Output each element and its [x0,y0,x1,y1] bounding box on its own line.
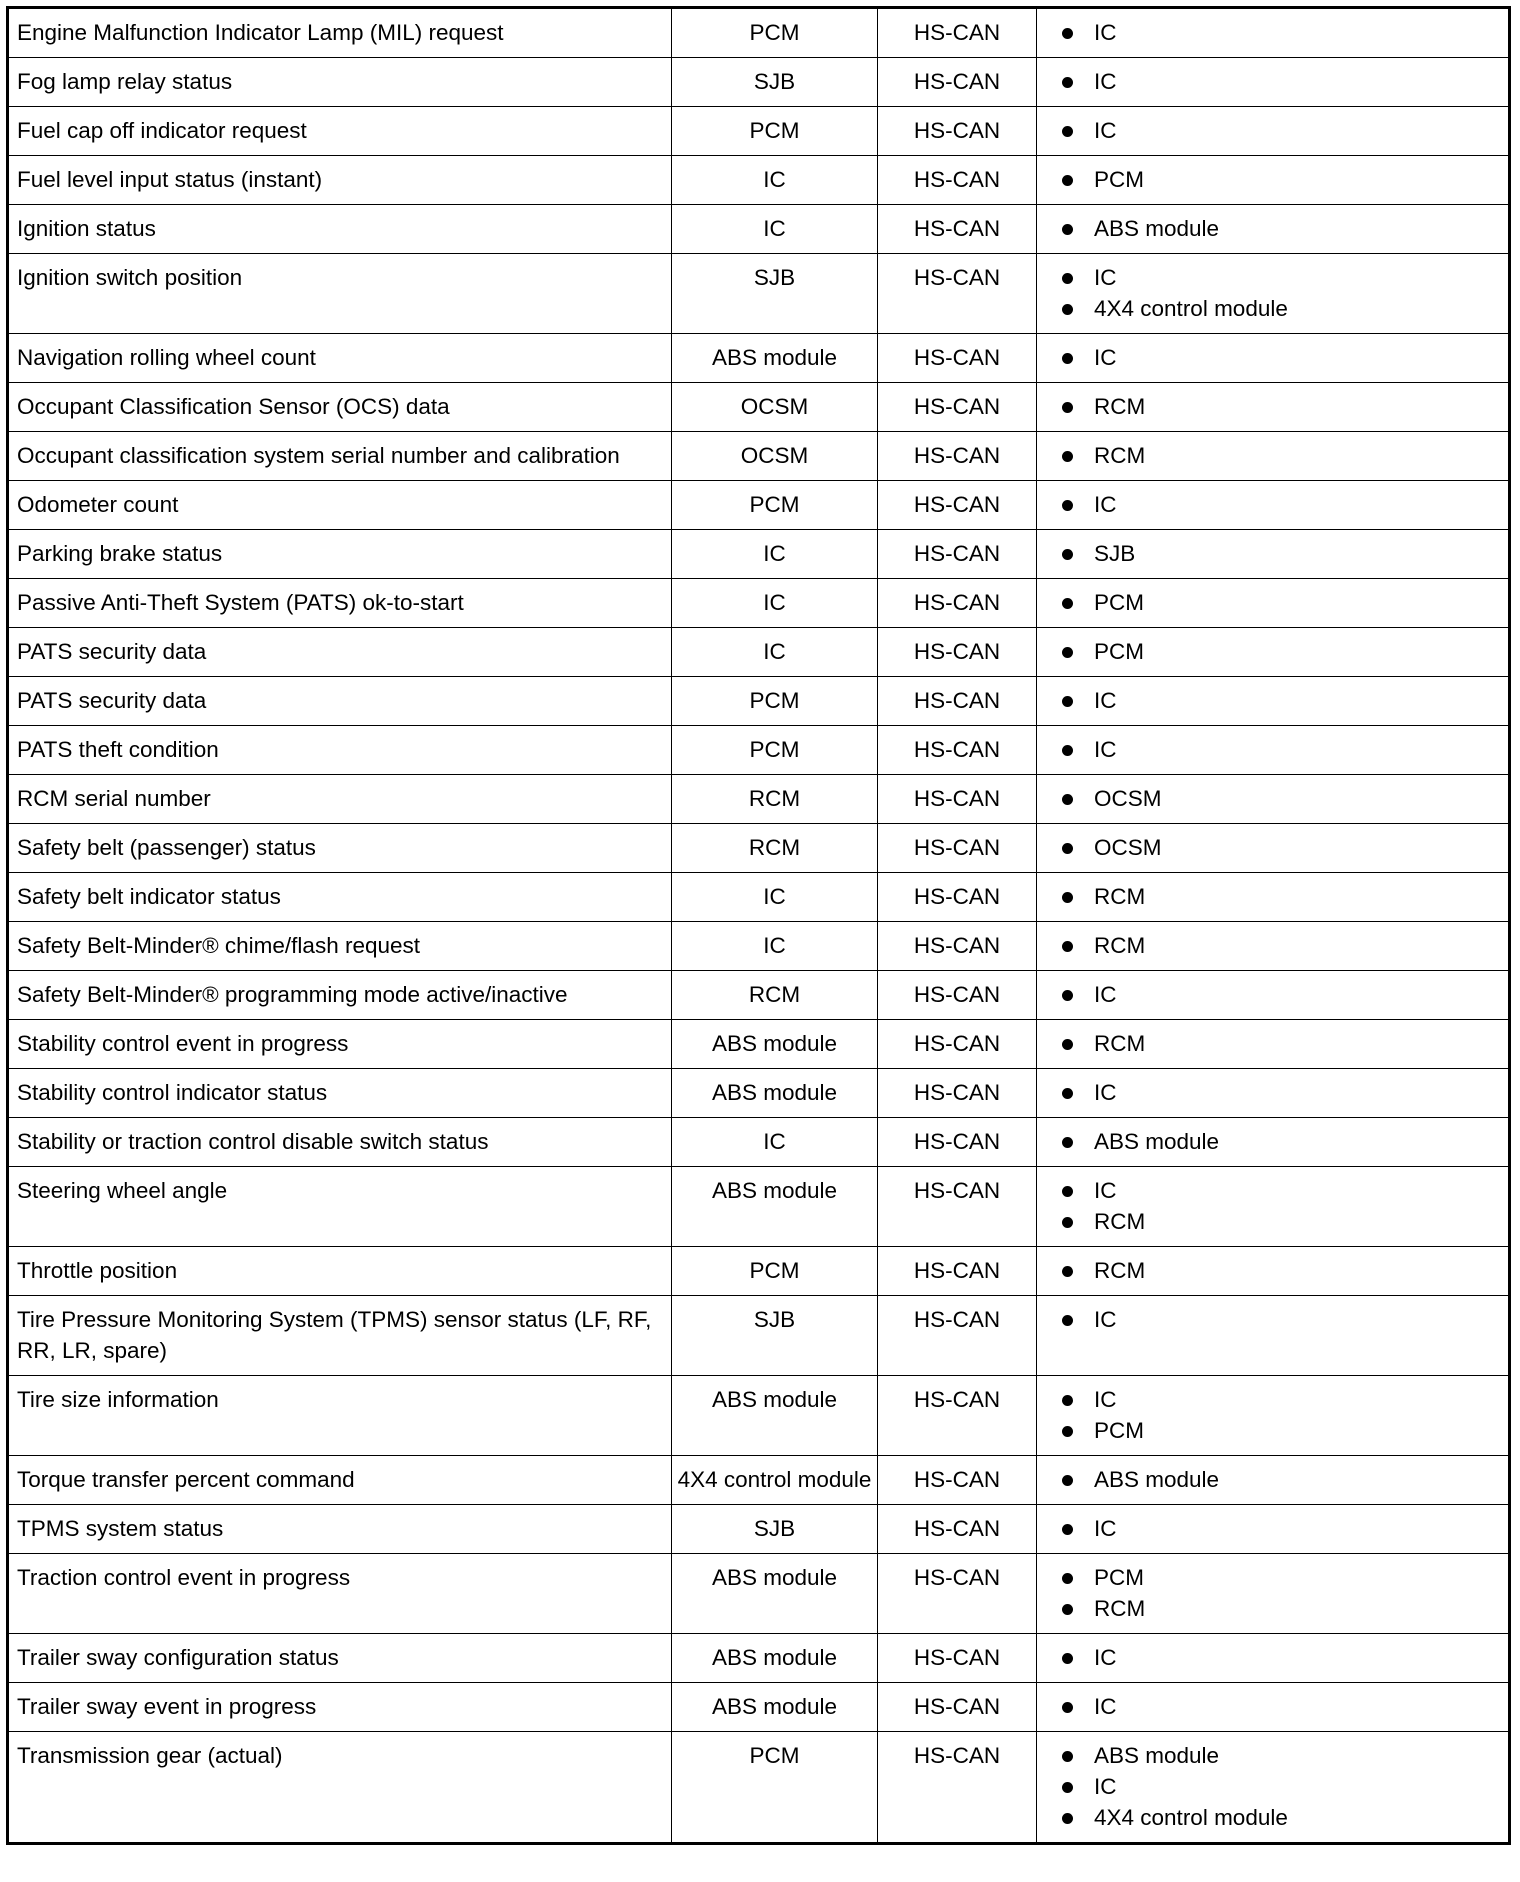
bullet-icon [1062,1266,1073,1277]
source-module-cell: ABS module [672,1376,878,1456]
bullet-icon [1062,1751,1073,1762]
table-row [8,579,1510,628]
table-row [8,971,1510,1020]
bullet-icon [1062,843,1073,854]
receiver-label: PCM [1094,167,1144,192]
receiver-label: IC [1094,982,1117,1007]
signal-cell: Passive Anti-Theft System (PATS) ok-to-start [8,579,672,628]
signal-cell: Stability or traction control disable switch status [8,1118,672,1167]
source-module-cell: SJB [672,254,878,334]
source-module-cell: PCM [672,1247,878,1296]
receiver-item [1037,1562,1500,1593]
receiver-label: IC [1094,1516,1117,1541]
table-row [8,1020,1510,1069]
receiver-label: RCM [1094,443,1146,468]
source-module-cell: IC [672,579,878,628]
receiver-label: PCM [1094,639,1144,664]
receiver-item [1037,538,1500,569]
table-row [8,1732,1510,1844]
receiver-label: OCSM [1094,786,1162,811]
source-module-cell: ABS module [672,1167,878,1247]
receiving-modules-cell [1037,824,1510,873]
source-module-cell: PCM [672,1732,878,1844]
receiver-item [1037,1175,1500,1206]
table-row [8,824,1510,873]
network-cell: HS-CAN [878,1167,1037,1247]
receiver-item [1037,1802,1500,1833]
receiver-item [1037,391,1500,422]
receiver-item [1037,1077,1500,1108]
receiver-label: RCM [1094,1258,1146,1283]
bullet-icon [1062,1813,1073,1824]
bullet-icon [1062,402,1073,413]
bullet-icon [1062,794,1073,805]
receiver-item [1037,636,1500,667]
signal-cell: Engine Malfunction Indicator Lamp (MIL) request [8,8,672,58]
signal-cell: Tire Pressure Monitoring System (TPMS) sensor status (LF, RF, RR, LR, spare) [8,1296,672,1376]
source-module-cell: RCM [672,824,878,873]
receiver-label: PCM [1094,590,1144,615]
receiving-modules-cell [1037,1732,1510,1844]
receiver-item [1037,930,1500,961]
bullet-icon [1062,1315,1073,1326]
signal-cell: Trailer sway event in progress [8,1683,672,1732]
table-row [8,58,1510,107]
receiver-label: RCM [1094,1209,1146,1234]
source-module-cell: PCM [672,481,878,530]
bullet-icon [1062,745,1073,756]
bullet-icon [1062,549,1073,560]
receiver-item [1037,262,1500,293]
receiving-modules-cell [1037,579,1510,628]
source-module-cell: SJB [672,58,878,107]
receiving-modules-cell [1037,383,1510,432]
receiver-item [1037,1740,1500,1771]
signal-cell: Trailer sway configuration status [8,1634,672,1683]
network-cell: HS-CAN [878,677,1037,726]
network-message-table [6,6,1511,1845]
network-cell: HS-CAN [878,156,1037,205]
network-cell: HS-CAN [878,1118,1037,1167]
network-cell: HS-CAN [878,8,1037,58]
signal-cell: Stability control event in progress [8,1020,672,1069]
table-row [8,432,1510,481]
network-cell: HS-CAN [878,530,1037,579]
bullet-icon [1062,1217,1073,1228]
table-row [8,254,1510,334]
table-row [8,1376,1510,1456]
bullet-icon [1062,1653,1073,1664]
signal-cell: Odometer count [8,481,672,530]
bullet-icon [1062,647,1073,658]
network-cell: HS-CAN [878,1634,1037,1683]
receiving-modules-cell [1037,628,1510,677]
signal-cell: Steering wheel angle [8,1167,672,1247]
source-module-cell: ABS module [672,1554,878,1634]
bullet-icon [1062,1475,1073,1486]
signal-cell: Occupant classification system serial number and calibration [8,432,672,481]
receiver-label: IC [1094,737,1117,762]
signal-cell: Ignition switch position [8,254,672,334]
receiving-modules-cell [1037,8,1510,58]
receiving-modules-cell [1037,1456,1510,1505]
source-module-cell: IC [672,873,878,922]
table-row [8,1069,1510,1118]
bullet-icon [1062,1573,1073,1584]
source-module-cell: RCM [672,971,878,1020]
receiver-label: RCM [1094,394,1146,419]
bullet-icon [1062,175,1073,186]
table-row [8,1634,1510,1683]
receiving-modules-cell [1037,1118,1510,1167]
source-module-cell: ABS module [672,1069,878,1118]
network-cell: HS-CAN [878,107,1037,156]
bullet-icon [1062,500,1073,511]
bullet-icon [1062,1604,1073,1615]
bullet-icon [1062,77,1073,88]
network-cell: HS-CAN [878,1732,1037,1844]
network-cell: HS-CAN [878,383,1037,432]
table-row [8,205,1510,254]
receiver-item [1037,832,1500,863]
network-cell: HS-CAN [878,971,1037,1020]
table-row [8,775,1510,824]
receiver-item [1037,1415,1500,1446]
receiving-modules-cell [1037,1069,1510,1118]
signal-cell: Torque transfer percent command [8,1456,672,1505]
table-row [8,1554,1510,1634]
network-cell: HS-CAN [878,873,1037,922]
signal-cell: TPMS system status [8,1505,672,1554]
receiving-modules-cell [1037,58,1510,107]
bullet-icon [1062,598,1073,609]
network-cell: HS-CAN [878,1505,1037,1554]
receiving-modules-cell [1037,530,1510,579]
table-row [8,1167,1510,1247]
receiving-modules-cell [1037,1247,1510,1296]
signal-cell: Safety Belt-Minder® programming mode active/inactive [8,971,672,1020]
receiver-item [1037,440,1500,471]
network-cell: HS-CAN [878,481,1037,530]
receiver-item [1037,685,1500,716]
table-row [8,8,1510,58]
network-cell: HS-CAN [878,254,1037,334]
table-row [8,873,1510,922]
source-module-cell: RCM [672,775,878,824]
receiver-item [1037,1464,1500,1495]
bullet-icon [1062,941,1073,952]
table-row [8,1505,1510,1554]
receiver-item [1037,489,1500,520]
receiver-label: 4X4 control module [1094,296,1288,321]
receiving-modules-cell [1037,873,1510,922]
bullet-icon [1062,1426,1073,1437]
receiver-label: RCM [1094,1031,1146,1056]
source-module-cell: ABS module [672,1020,878,1069]
receiver-item [1037,1206,1500,1237]
signal-cell: Fog lamp relay status [8,58,672,107]
receiver-item [1037,1771,1500,1802]
signal-cell: Throttle position [8,1247,672,1296]
table-row [8,481,1510,530]
receiver-item [1037,1642,1500,1673]
receiver-label: IC [1094,1774,1117,1799]
receiver-label: ABS module [1094,1467,1220,1492]
receiver-label: IC [1094,1080,1117,1105]
source-module-cell: PCM [672,726,878,775]
receiver-label: IC [1094,492,1117,517]
source-module-cell: IC [672,1118,878,1167]
receiver-label: IC [1094,1387,1117,1412]
receiving-modules-cell [1037,1376,1510,1456]
signal-cell: PATS security data [8,628,672,677]
receiver-item [1037,1304,1500,1335]
bullet-icon [1062,224,1073,235]
source-module-cell: PCM [672,8,878,58]
table-row [8,1456,1510,1505]
receiver-item [1037,66,1500,97]
network-cell: HS-CAN [878,1296,1037,1376]
bullet-icon [1062,451,1073,462]
bullet-icon [1062,1039,1073,1050]
network-cell: HS-CAN [878,1376,1037,1456]
receiving-modules-cell [1037,254,1510,334]
signal-cell: PATS security data [8,677,672,726]
receiving-modules-cell [1037,1505,1510,1554]
bullet-icon [1062,304,1073,315]
signal-cell: Ignition status [8,205,672,254]
bullet-icon [1062,892,1073,903]
network-cell: HS-CAN [878,726,1037,775]
signal-cell: Navigation rolling wheel count [8,334,672,383]
network-cell: HS-CAN [878,1683,1037,1732]
receiver-label: ABS module [1094,216,1220,241]
receiver-item [1037,164,1500,195]
bullet-icon [1062,273,1073,284]
bullet-icon [1062,990,1073,1001]
receiver-item [1037,1255,1500,1286]
source-module-cell: SJB [672,1505,878,1554]
receiving-modules-cell [1037,1554,1510,1634]
receiver-label: PCM [1094,1418,1144,1443]
bullet-icon [1062,126,1073,137]
bullet-icon [1062,1395,1073,1406]
network-cell: HS-CAN [878,1020,1037,1069]
receiver-label: ABS module [1094,1743,1220,1768]
receiver-item [1037,1593,1500,1624]
bullet-icon [1062,1702,1073,1713]
receiver-item [1037,1126,1500,1157]
source-module-cell: OCSM [672,432,878,481]
receiving-modules-cell [1037,1634,1510,1683]
receiver-item [1037,783,1500,814]
receiver-label: IC [1094,20,1117,45]
receiver-label: RCM [1094,1596,1146,1621]
signal-cell: Safety belt indicator status [8,873,672,922]
signal-cell: Safety Belt-Minder® chime/flash request [8,922,672,971]
table-row [8,334,1510,383]
source-module-cell: OCSM [672,383,878,432]
network-cell: HS-CAN [878,205,1037,254]
network-cell: HS-CAN [878,1554,1037,1634]
network-cell: HS-CAN [878,58,1037,107]
network-cell: HS-CAN [878,1247,1037,1296]
network-cell: HS-CAN [878,1456,1037,1505]
receiver-label: RCM [1094,933,1146,958]
bullet-icon [1062,1524,1073,1535]
receiver-label: ABS module [1094,1129,1220,1154]
table-row [8,677,1510,726]
table-row [8,383,1510,432]
receiver-label: IC [1094,265,1117,290]
receiver-label: IC [1094,1694,1117,1719]
table-row [8,530,1510,579]
signal-cell: Tire size information [8,1376,672,1456]
source-module-cell: IC [672,628,878,677]
receiver-label: PCM [1094,1565,1144,1590]
table-row [8,726,1510,775]
receiver-label: SJB [1094,541,1136,566]
network-cell: HS-CAN [878,775,1037,824]
receiving-modules-cell [1037,334,1510,383]
source-module-cell: IC [672,530,878,579]
table-row [8,156,1510,205]
bullet-icon [1062,696,1073,707]
receiving-modules-cell [1037,1683,1510,1732]
source-module-cell: IC [672,205,878,254]
source-module-cell: IC [672,922,878,971]
receiver-label: IC [1094,118,1117,143]
receiving-modules-cell [1037,677,1510,726]
signal-cell: PATS theft condition [8,726,672,775]
receiver-item [1037,342,1500,373]
receiving-modules-cell [1037,1020,1510,1069]
bullet-icon [1062,1088,1073,1099]
receiver-label: RCM [1094,884,1146,909]
receiver-label: IC [1094,1645,1117,1670]
signal-cell: Fuel cap off indicator request [8,107,672,156]
receiver-item [1037,1513,1500,1544]
table-body [8,8,1510,1844]
receiver-item [1037,17,1500,48]
network-cell: HS-CAN [878,334,1037,383]
receiving-modules-cell [1037,726,1510,775]
receiving-modules-cell [1037,481,1510,530]
receiver-label: IC [1094,1307,1117,1332]
source-module-cell: IC [672,156,878,205]
receiving-modules-cell [1037,432,1510,481]
table-row [8,1683,1510,1732]
receiver-item [1037,115,1500,146]
signal-cell: Transmission gear (actual) [8,1732,672,1844]
source-module-cell: SJB [672,1296,878,1376]
receiver-label: 4X4 control module [1094,1805,1288,1830]
bullet-icon [1062,1186,1073,1197]
receiving-modules-cell [1037,1167,1510,1247]
signal-cell: Safety belt (passenger) status [8,824,672,873]
receiver-item [1037,293,1500,324]
network-cell: HS-CAN [878,922,1037,971]
bullet-icon [1062,1782,1073,1793]
bullet-icon [1062,1137,1073,1148]
receiver-label: IC [1094,688,1117,713]
receiving-modules-cell [1037,775,1510,824]
receiving-modules-cell [1037,1296,1510,1376]
receiving-modules-cell [1037,156,1510,205]
table-row [8,1296,1510,1376]
bullet-icon [1062,28,1073,39]
signal-cell: Parking brake status [8,530,672,579]
receiver-label: IC [1094,69,1117,94]
network-cell: HS-CAN [878,824,1037,873]
receiver-item [1037,734,1500,765]
receiver-item [1037,979,1500,1010]
receiving-modules-cell [1037,205,1510,254]
table-row [8,922,1510,971]
bullet-icon [1062,353,1073,364]
receiver-item [1037,881,1500,912]
source-module-cell: PCM [672,677,878,726]
receiver-item [1037,1028,1500,1059]
network-cell: HS-CAN [878,628,1037,677]
network-cell: HS-CAN [878,432,1037,481]
table-row [8,628,1510,677]
receiving-modules-cell [1037,922,1510,971]
network-cell: HS-CAN [878,1069,1037,1118]
receiver-label: IC [1094,1178,1117,1203]
receiver-item [1037,1384,1500,1415]
table-row [8,107,1510,156]
receiver-label: IC [1094,345,1117,370]
signal-cell: Fuel level input status (instant) [8,156,672,205]
source-module-cell: PCM [672,107,878,156]
receiver-item [1037,1691,1500,1722]
signal-cell: Occupant Classification Sensor (OCS) data [8,383,672,432]
signal-cell: RCM serial number [8,775,672,824]
receiver-item [1037,213,1500,244]
receiving-modules-cell [1037,107,1510,156]
source-module-cell: 4X4 control module [672,1456,878,1505]
source-module-cell: ABS module [672,1683,878,1732]
receiver-item [1037,587,1500,618]
source-module-cell: ABS module [672,334,878,383]
network-cell: HS-CAN [878,579,1037,628]
receiving-modules-cell [1037,971,1510,1020]
receiver-label: OCSM [1094,835,1162,860]
source-module-cell: ABS module [672,1634,878,1683]
signal-cell: Stability control indicator status [8,1069,672,1118]
signal-cell: Traction control event in progress [8,1554,672,1634]
table-row [8,1247,1510,1296]
table-row [8,1118,1510,1167]
